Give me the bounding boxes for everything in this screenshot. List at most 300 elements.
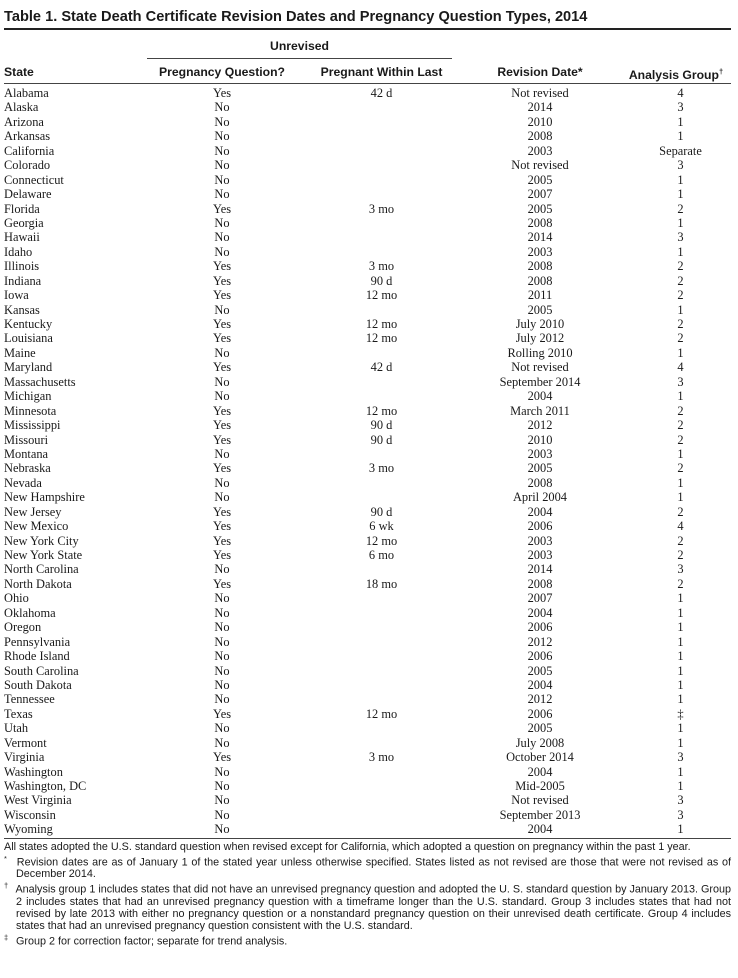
cell-pregnancy-question: Yes [212, 519, 232, 534]
cell-analysis-group: 3 [677, 100, 684, 115]
footnote [4, 853, 731, 881]
cell-revision-date: March 2011 [510, 403, 570, 418]
table-row [4, 173, 731, 187]
cell-revision-date: April 2004 [512, 490, 568, 505]
cell-state: New York City [4, 533, 79, 548]
cell-state: Wyoming [4, 822, 53, 837]
cell-analysis-group: 2 [677, 259, 684, 274]
cell-analysis-group: 2 [677, 331, 684, 346]
cell-revision-date: 2012 [527, 418, 553, 433]
cell-revision-date: 2007 [527, 187, 553, 202]
table-row [4, 490, 731, 504]
table-row [4, 505, 731, 519]
cell-revision-date: Mid-2005 [515, 779, 565, 793]
cell-revision-date: 2005 [527, 172, 553, 187]
footnote-text: Group 2 for correction factor; separate for trend analysis. [16, 935, 288, 948]
footnote-mark: * [4, 853, 7, 863]
footnote-text: Analysis group 1 includes states that did not have an unrevised pregnancy question and adopted the U. S. standard question by January 2013. Group 2 includes states that had an unrevised pregnancy question with a timeframe longer than the U.S. standard. Group 3 includes states that had not revised by late 2013 with either no pregnancy question or a nonstandard pregnancy question on their unrevised death certificate. Group 4 includes states that had an unrevised pregnancy question consistent with the U.S. standard. [15, 883, 731, 932]
cell-pregnant-within-last: 3 mo [368, 259, 395, 274]
cell-revision-date: July 2010 [515, 317, 565, 331]
table-row [4, 779, 731, 793]
cell-revision-date: July 2012 [515, 331, 565, 346]
table-row [4, 331, 731, 345]
cell-pregnancy-question: Yes [212, 360, 232, 375]
cell-pregnancy-question: Yes [212, 706, 232, 721]
cell-revision-date: 2004 [527, 677, 553, 692]
cell-state: Missouri [4, 432, 49, 447]
cell-analysis-group: 2 [677, 548, 684, 562]
cell-state: Illinois [4, 259, 40, 274]
table-row [4, 129, 731, 143]
cell-revision-date: 2008 [527, 259, 553, 274]
cell-pregnancy-question: No [214, 562, 230, 577]
cell-pregnancy-question: Yes [212, 418, 232, 433]
cell-analysis-group: 2 [677, 576, 684, 591]
cell-pregnancy-question: No [214, 143, 230, 158]
cell-pregnant-within-last: 12 mo [365, 331, 398, 346]
cell-state: Minnesota [4, 403, 57, 418]
cell-analysis-group: 1 [677, 187, 684, 202]
cell-pregnant-within-last: 12 mo [365, 706, 398, 721]
footnote [4, 841, 731, 853]
document [4, 6, 731, 948]
cell-analysis-group: 3 [677, 230, 684, 245]
table-row [4, 346, 731, 360]
cell-state: Michigan [4, 389, 52, 404]
table-row [4, 577, 731, 591]
table-row [4, 519, 731, 533]
cell-revision-date: 2006 [527, 519, 553, 534]
cell-pregnancy-question: No [214, 677, 230, 692]
cell-analysis-group: 1 [677, 764, 684, 779]
cell-analysis-group: 1 [677, 620, 684, 635]
table-row [4, 548, 731, 562]
table-row [4, 303, 731, 317]
table-row [4, 765, 731, 779]
cell-revision-date: September 2013 [499, 807, 581, 822]
cell-revision-date: 2006 [527, 649, 553, 664]
cell-pregnancy-question: No [214, 374, 230, 389]
table-row [4, 591, 731, 605]
footnotes [4, 839, 731, 948]
cell-pregnancy-question: No [214, 591, 230, 606]
cell-revision-date: 2006 [527, 620, 553, 635]
cell-pregnancy-question: No [214, 230, 230, 245]
cell-revision-date: 2004 [527, 822, 553, 837]
table-row [4, 620, 731, 634]
table-row [4, 534, 731, 548]
cell-revision-date: 2004 [527, 504, 553, 519]
cell-analysis-group: 1 [677, 302, 684, 317]
cell-revision-date: 2006 [527, 706, 553, 721]
cell-pregnant-within-last: 3 mo [368, 201, 395, 216]
cell-state: Mississippi [4, 418, 61, 433]
cell-revision-date: 2008 [527, 215, 553, 230]
cell-revision-date: Rolling 2010 [507, 345, 573, 360]
cell-state: Alabama [4, 86, 49, 100]
cell-analysis-group: 1 [677, 114, 684, 129]
cell-revision-date: 2005 [527, 721, 553, 736]
cell-pregnant-within-last: 12 mo [365, 533, 398, 548]
cell-state: Oklahoma [4, 605, 56, 620]
cell-analysis-group: Separate [659, 143, 702, 158]
table-row [4, 317, 731, 331]
cell-revision-date: 2010 [527, 114, 553, 129]
cell-state: Ohio [4, 591, 29, 606]
cell-analysis-group: 1 [677, 172, 684, 187]
cell-state: Kentucky [4, 317, 53, 331]
cell-pregnancy-question: Yes [212, 86, 232, 100]
cell-state: Tennessee [4, 692, 55, 707]
cell-pregnancy-question: No [214, 475, 230, 490]
cell-pregnancy-question: No [214, 605, 230, 620]
cell-pregnancy-question: Yes [212, 432, 232, 447]
cell-state: Connecticut [4, 172, 64, 187]
cell-analysis-group: 1 [677, 663, 684, 678]
cell-pregnant-within-last: 3 mo [368, 461, 395, 476]
table-body [4, 84, 731, 838]
cell-pregnancy-question: No [214, 129, 230, 144]
cell-pregnant-within-last: 90 d [370, 418, 393, 433]
cell-pregnant-within-last: 90 d [370, 273, 393, 288]
cell-analysis-group: 1 [677, 475, 684, 490]
cell-analysis-group: 1 [677, 721, 684, 736]
cell-analysis-group: 3 [677, 562, 684, 577]
cell-analysis-group: 1 [677, 345, 684, 360]
cell-pregnancy-question: No [214, 100, 230, 115]
header-revision-date-label: Revision Date [497, 65, 578, 79]
cell-pregnancy-question: Yes [212, 576, 232, 591]
cell-state: Georgia [4, 215, 44, 230]
table-row [4, 360, 731, 374]
cell-analysis-group: 3 [677, 750, 684, 765]
cell-pregnancy-question: No [214, 345, 230, 360]
table-row [4, 649, 731, 663]
table-row [4, 822, 731, 836]
cell-revision-date: 2014 [527, 562, 553, 577]
cell-analysis-group: 1 [677, 389, 684, 404]
table-row [4, 736, 731, 750]
cell-pregnant-within-last: 18 mo [365, 576, 398, 591]
table-row [4, 144, 731, 158]
header-analysis-group-mark: † [718, 67, 724, 76]
cell-state: Oregon [4, 620, 42, 635]
cell-analysis-group: 2 [677, 504, 684, 519]
cell-analysis-group: 1 [677, 735, 684, 750]
cell-analysis-group: 2 [677, 201, 684, 216]
table-row [4, 707, 731, 721]
cell-state: New Jersey [4, 504, 62, 519]
cell-revision-date: 2010 [527, 432, 553, 447]
cell-pregnant-within-last: 42 d [370, 360, 393, 375]
cell-state: West Virginia [4, 793, 72, 808]
cell-revision-date: 2008 [527, 273, 553, 288]
cell-pregnancy-question: Yes [212, 548, 232, 562]
header-pregnant-within-last: Pregnant Within Last [320, 65, 443, 79]
cell-revision-date: 2003 [527, 446, 553, 461]
cell-pregnancy-question: No [214, 822, 230, 837]
cell-analysis-group: 3 [677, 374, 684, 389]
cell-analysis-group: 2 [677, 273, 684, 288]
cell-analysis-group: 1 [677, 692, 684, 707]
table-row [4, 86, 731, 100]
cell-state: Delaware [4, 187, 52, 202]
cell-analysis-group: ‡ [677, 706, 684, 721]
cell-pregnant-within-last: 12 mo [365, 403, 398, 418]
cell-revision-date: 2003 [527, 143, 553, 158]
table-row [4, 808, 731, 822]
footnote-mark: † [4, 881, 9, 891]
cell-pregnancy-question: No [214, 620, 230, 635]
cell-pregnancy-question: Yes [212, 750, 232, 765]
cell-pregnant-within-last: 12 mo [365, 317, 398, 331]
group-header-label: Unrevised [270, 39, 329, 53]
cell-pregnancy-question: Yes [212, 533, 232, 548]
cell-pregnancy-question: Yes [212, 259, 232, 274]
table-title: Table 1. State Death Certificate Revision Dates and Pregnancy Question Types, 2014 [4, 9, 588, 25]
table-row [4, 404, 731, 418]
column-headers [4, 60, 731, 83]
cell-analysis-group: 1 [677, 591, 684, 606]
group-header [4, 30, 731, 60]
header-analysis-group [621, 65, 731, 82]
cell-revision-date: 2003 [527, 548, 553, 562]
table-row [4, 721, 731, 735]
cell-revision-date: 2008 [527, 129, 553, 144]
cell-state: New Hampshire [4, 490, 85, 505]
cell-analysis-group: 2 [677, 418, 684, 433]
cell-revision-date: 2012 [527, 634, 553, 649]
cell-revision-date: Not revised [511, 793, 569, 808]
cell-analysis-group: 4 [677, 86, 684, 100]
footnote [4, 880, 731, 932]
cell-state: Arkansas [4, 129, 51, 144]
cell-state: Nevada [4, 475, 42, 490]
cell-analysis-group: 2 [677, 533, 684, 548]
cell-pregnant-within-last: 12 mo [365, 288, 398, 303]
cell-pregnancy-question: No [214, 779, 230, 793]
cell-pregnancy-question: No [214, 663, 230, 678]
cell-state: Utah [4, 721, 29, 736]
table-row [4, 678, 731, 692]
cell-analysis-group: 1 [677, 822, 684, 837]
table-row [4, 418, 731, 432]
cell-state: Vermont [4, 735, 47, 750]
cell-pregnant-within-last: 6 wk [369, 519, 394, 534]
table-row [4, 202, 731, 216]
cell-state: Nebraska [4, 461, 51, 476]
cell-analysis-group: 1 [677, 605, 684, 620]
cell-revision-date: 2008 [527, 576, 553, 591]
cell-state: Maryland [4, 360, 53, 375]
cell-analysis-group: 1 [677, 215, 684, 230]
cell-pregnancy-question: No [214, 721, 230, 736]
footnote-text: Revision dates are as of January 1 of the stated year unless otherwise specified. States listed as not revised are those that were not revised as of December 2014. [16, 856, 731, 881]
cell-state: North Dakota [4, 576, 72, 591]
cell-pregnancy-question: No [214, 114, 230, 129]
cell-analysis-group: 1 [677, 634, 684, 649]
cell-state: Indiana [4, 273, 42, 288]
cell-pregnancy-question: No [214, 215, 230, 230]
cell-revision-date: Not revised [511, 158, 569, 173]
table-row [4, 692, 731, 706]
cell-revision-date: October 2014 [506, 750, 574, 765]
cell-state: Idaho [4, 244, 33, 259]
cell-pregnancy-question: No [214, 793, 230, 808]
cell-state: Hawaii [4, 230, 40, 245]
cell-pregnancy-question: Yes [212, 461, 232, 476]
cell-analysis-group: 2 [677, 461, 684, 476]
table-row [4, 245, 731, 259]
cell-state: Massachusetts [4, 374, 76, 389]
cell-analysis-group: 4 [677, 360, 684, 375]
cell-state: Alaska [4, 100, 39, 115]
cell-revision-date: 2004 [527, 764, 553, 779]
cell-revision-date: September 2014 [499, 374, 581, 389]
cell-pregnancy-question: No [214, 764, 230, 779]
table-row [4, 288, 731, 302]
header-revision-date-mark: * [577, 65, 583, 79]
header-revision-date [459, 65, 621, 79]
cell-state: New York State [4, 548, 83, 562]
cell-analysis-group: 2 [677, 403, 684, 418]
cell-pregnant-within-last: 3 mo [368, 750, 395, 765]
cell-pregnancy-question: Yes [212, 317, 232, 331]
group-header-rule [147, 58, 452, 59]
cell-state: Rhode Island [4, 649, 70, 664]
cell-state: Washington [4, 764, 63, 779]
cell-analysis-group: 4 [677, 519, 684, 534]
cell-pregnancy-question: No [214, 649, 230, 664]
cell-state: Wisconsin [4, 807, 56, 822]
cell-revision-date: 2005 [527, 302, 553, 317]
cell-pregnancy-question: No [214, 692, 230, 707]
cell-state: Montana [4, 446, 49, 461]
cell-pregnant-within-last: 6 mo [368, 548, 395, 562]
cell-pregnancy-question: Yes [212, 331, 232, 346]
cell-state: South Dakota [4, 677, 72, 692]
cell-pregnancy-question: No [214, 389, 230, 404]
table-row [4, 433, 731, 447]
cell-revision-date: July 2008 [515, 735, 565, 750]
cell-pregnancy-question: No [214, 172, 230, 187]
footnote-mark: ‡ [4, 932, 9, 942]
cell-revision-date: 2014 [527, 100, 553, 115]
cell-pregnancy-question: No [214, 187, 230, 202]
cell-state: New Mexico [4, 519, 69, 534]
header-pregnancy-question: Pregnancy Question? [159, 65, 285, 79]
cell-revision-date: 2007 [527, 591, 553, 606]
cell-analysis-group: 1 [677, 129, 684, 144]
cell-state: Maine [4, 345, 36, 360]
cell-pregnancy-question: Yes [212, 273, 232, 288]
cell-state: Iowa [4, 288, 29, 303]
cell-state: Washington, DC [4, 779, 87, 793]
cell-revision-date: 2004 [527, 389, 553, 404]
cell-revision-date: 2005 [527, 201, 553, 216]
cell-pregnant-within-last: 90 d [370, 432, 393, 447]
cell-analysis-group: 2 [677, 317, 684, 331]
cell-pregnancy-question: Yes [212, 201, 232, 216]
cell-pregnancy-question: Yes [212, 288, 232, 303]
cell-pregnant-within-last: 42 d [370, 86, 393, 100]
cell-pregnancy-question: Yes [212, 403, 232, 418]
table-row [4, 750, 731, 764]
cell-revision-date: 2003 [527, 244, 553, 259]
cell-revision-date: 2005 [527, 663, 553, 678]
cell-pregnancy-question: No [214, 302, 230, 317]
cell-revision-date: Not revised [511, 360, 569, 375]
cell-state: California [4, 143, 55, 158]
cell-revision-date: 2004 [527, 605, 553, 620]
cell-pregnancy-question: No [214, 446, 230, 461]
cell-revision-date: Not revised [511, 86, 569, 100]
header-state: State [4, 65, 34, 79]
cell-revision-date: 2012 [527, 692, 553, 707]
table-row [4, 389, 731, 403]
cell-pregnancy-question: No [214, 807, 230, 822]
table-row [4, 476, 731, 490]
cell-analysis-group: 2 [677, 288, 684, 303]
table-row [4, 230, 731, 244]
table-row [4, 158, 731, 172]
cell-state: Texas [4, 706, 33, 721]
table-row [4, 100, 731, 114]
cell-revision-date: 2011 [527, 288, 553, 303]
table-row [4, 793, 731, 807]
cell-pregnancy-question: No [214, 634, 230, 649]
cell-pregnancy-question: No [214, 244, 230, 259]
cell-analysis-group: 3 [677, 158, 684, 173]
footnote-text: All states adopted the U.S. standard question when revised except for California, which adopted a question on pregnancy within the past 1 year. [4, 840, 691, 853]
cell-analysis-group: 2 [677, 432, 684, 447]
cell-pregnancy-question: Yes [212, 504, 232, 519]
table-row [4, 447, 731, 461]
cell-pregnancy-question: No [214, 490, 230, 505]
cell-analysis-group: 1 [677, 677, 684, 692]
table-row [4, 461, 731, 475]
cell-pregnancy-question: No [214, 735, 230, 750]
table-row [4, 274, 731, 288]
table-row [4, 259, 731, 273]
cell-state: Pennsylvania [4, 634, 71, 649]
cell-analysis-group: 1 [677, 244, 684, 259]
cell-state: Arizona [4, 114, 44, 129]
cell-revision-date: 2014 [527, 230, 553, 245]
cell-analysis-group: 3 [677, 807, 684, 822]
table-row [4, 115, 731, 129]
cell-revision-date: 2008 [527, 475, 553, 490]
cell-analysis-group: 1 [677, 649, 684, 664]
table-row [4, 606, 731, 620]
footnote [4, 932, 731, 948]
header-analysis-group-label: Analysis Group [628, 68, 719, 83]
table-row [4, 562, 731, 576]
cell-analysis-group: 1 [677, 779, 684, 793]
cell-state: Kansas [4, 302, 40, 317]
table-row [4, 216, 731, 230]
cell-revision-date: 2003 [527, 533, 553, 548]
cell-state: Colorado [4, 158, 51, 173]
cell-state: Virginia [4, 750, 45, 765]
cell-revision-date: 2005 [527, 461, 553, 476]
table-row [4, 187, 731, 201]
cell-pregnancy-question: No [214, 158, 230, 173]
cell-analysis-group: 3 [677, 793, 684, 808]
table-row [4, 635, 731, 649]
cell-state: South Carolina [4, 663, 79, 678]
cell-analysis-group: 1 [677, 490, 684, 505]
